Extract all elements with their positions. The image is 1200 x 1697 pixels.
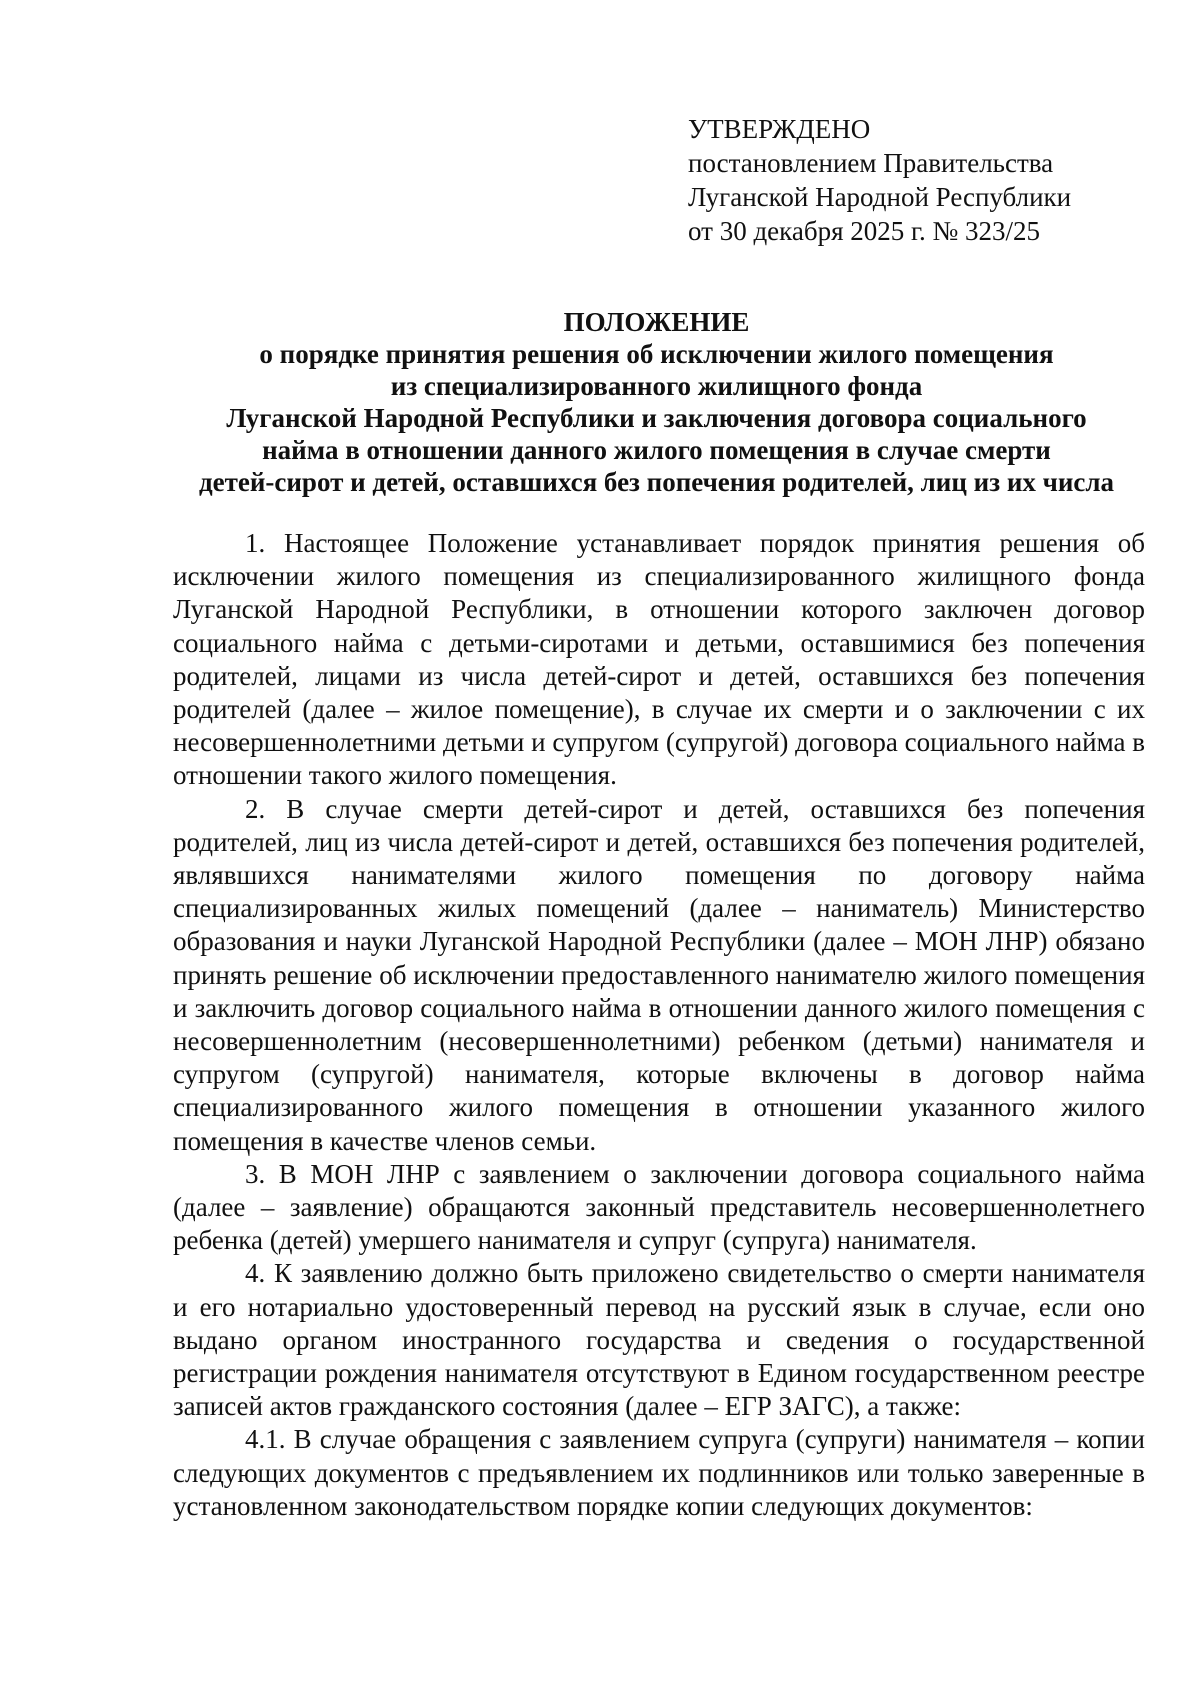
approval-basis: постановлением Правительства bbox=[688, 148, 1054, 178]
title-heading: ПОЛОЖЕНИЕ bbox=[563, 307, 750, 337]
approval-date-number: от 30 декабря 2025 г. № 323/25 bbox=[688, 216, 1041, 246]
document-body bbox=[173, 527, 1145, 1523]
paragraph-4: 4. К заявлению должно быть приложено свидетельство о смерти нанимателя и его нотариально удостоверенный перевод на русский язык в случае, если оно выдано органом иностранного государства и сведения о государственной регистрации рождения нанимателя отсутствуют в Едином государственном реестре записей актов гражданского состояния (далее – ЕГР ЗАГС), а также: bbox=[173, 1258, 1145, 1422]
approval-stamp-block bbox=[688, 112, 1158, 248]
title-line: из специализированного жилищного фонда bbox=[390, 371, 923, 401]
title-line: найма в отношении данного жилого помещения в случае смерти bbox=[262, 435, 1051, 465]
approval-status: УТВЕРЖДЕНО bbox=[688, 114, 871, 144]
title-line: о порядке принятия решения об исключении жилого помещения bbox=[259, 339, 1054, 369]
paragraph-4-1: 4.1. В случае обращения с заявлением супруга (супруги) нанимателя – копии следующих документов с предъявлением их подлинников или только заверенные в установленном законодательством порядке копии следующих документов: bbox=[173, 1424, 1145, 1521]
paragraph-2: 2. В случае смерти детей-сирот и детей, оставшихся без попечения родителей, лиц из числа детей-сирот и детей, оставшихся без попечения родителей, являвшихся нанимателями жилого помещения по договору найма специализированных жилых помещений (далее – наниматель) Министерство образования и науки Луганской Народной Республики (далее – МОН ЛНР) обязано принять решение об исключении предоставленного нанимателю жилого помещения и заключить договор социального найма в отношении данного жилого помещения с несовершеннолетним (несовершеннолетними) ребенком (детьми) нанимателя и супругом (супругой) нанимателя, которые включены в договор найма специализированного жилого помещения в отношении указанного жилого помещения в качестве членов семьи. bbox=[173, 793, 1145, 1156]
paragraph-3: 3. В МОН ЛНР с заявлением о заключении договора социального найма (далее – заявление) обращаются законный представитель несовершеннолетнего ребенка (детей) умершего нанимателя и супруг (супруга) нанимателя. bbox=[173, 1158, 1145, 1256]
approval-authority: Луганской Народной Республики bbox=[688, 182, 1072, 212]
title-line: Луганской Народной Республики и заключения договора социального bbox=[226, 403, 1087, 433]
paragraph-1: 1. Настоящее Положение устанавливает порядок принятия решения об исключении жилого помещения из специализированного жилищного фонда Луганской Народной Республики, в отношении которого заключен договор социального найма с детьми-сиротами и детьми, оставшимися без попечения родителей, лицами из числа детей-сирот и детей, оставшихся без попечения родителей (далее – жилое помещение), в случае их смерти и о заключении с их несовершеннолетними детьми и супругом (супругой) договора социального найма в отношении такого жилого помещения. bbox=[173, 528, 1145, 791]
document-title bbox=[160, 306, 1153, 498]
title-line: детей-сирот и детей, оставшихся без попечения родителей, лиц из их числа bbox=[198, 467, 1115, 497]
